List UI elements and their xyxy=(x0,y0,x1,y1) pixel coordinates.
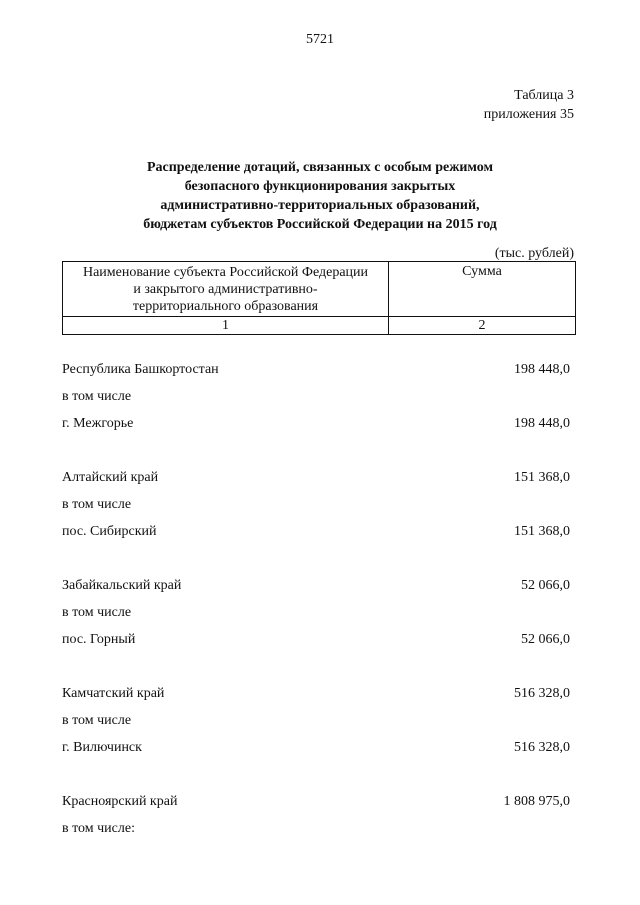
region-group xyxy=(62,576,570,684)
including-row xyxy=(62,711,570,738)
title-line: Распределение дотаций, связанных с особым режимом xyxy=(146,160,494,175)
header-name-line: и закрытого административно- xyxy=(133,282,318,297)
including-label: в том числе xyxy=(62,605,132,620)
region-row xyxy=(62,684,570,711)
including-label: в том числе xyxy=(62,497,132,512)
region-row xyxy=(62,792,570,819)
region-name: Республика Башкортостан xyxy=(62,362,219,377)
city-row xyxy=(62,738,570,765)
city-row xyxy=(62,630,570,657)
region-name: Камчатский край xyxy=(62,686,165,701)
title-line: административно-территориальных образований, xyxy=(160,198,480,213)
column-number-2: 2 xyxy=(389,317,576,335)
region-name: Алтайский край xyxy=(62,470,159,485)
city-name: пос. Горный xyxy=(62,632,136,647)
table-body xyxy=(62,360,570,900)
region-amount: 516 328,0 xyxy=(514,686,570,701)
including-label: в том числе: xyxy=(62,821,135,836)
header-name-line: Наименование субъекта Российской Федерации xyxy=(82,265,369,280)
city-amount: 52 066,0 xyxy=(521,632,570,647)
column-number-row xyxy=(63,317,576,335)
region-amount: 52 066,0 xyxy=(521,578,570,593)
city-name: г. Вилючинск xyxy=(62,740,142,755)
including-row xyxy=(62,819,570,846)
title-line: безопасного функционирования закрытых xyxy=(184,179,456,194)
table-reference xyxy=(484,86,574,124)
including-label: в том числе xyxy=(62,389,132,404)
region-row xyxy=(62,360,570,387)
table-reference-line: приложения 35 xyxy=(483,107,574,122)
including-label: в том числе xyxy=(62,713,132,728)
header-name-line: территориального образования xyxy=(132,299,319,314)
region-amount: 198 448,0 xyxy=(514,362,570,377)
table-reference-line: Таблица 3 xyxy=(514,88,574,103)
city-amount: 516 328,0 xyxy=(514,740,570,755)
column-number-1: 1 xyxy=(63,317,389,335)
region-amount: 1 808 975,0 xyxy=(503,794,570,809)
including-row xyxy=(62,387,570,414)
city-amount: 151 368,0 xyxy=(514,524,570,539)
region-amount: 151 368,0 xyxy=(514,470,570,485)
city-row xyxy=(62,522,570,549)
region-row xyxy=(62,468,570,495)
city-name: пос. Сибирский xyxy=(62,524,157,539)
table-header xyxy=(62,261,576,335)
including-row xyxy=(62,495,570,522)
region-group xyxy=(62,468,570,576)
region-group xyxy=(62,360,570,468)
header-name-cell xyxy=(63,262,389,317)
including-row xyxy=(62,603,570,630)
region-name: Забайкальский край xyxy=(62,578,182,593)
city-row xyxy=(62,414,570,441)
region-group xyxy=(62,792,570,900)
region-group xyxy=(62,684,570,792)
city-name: г. Межгорье xyxy=(62,416,134,431)
header-row xyxy=(63,262,576,317)
units-note: (тыс. рублей) xyxy=(494,246,574,261)
page-number: 5721 xyxy=(306,32,334,47)
title-line: бюджетам субъектов Российской Федерации на 2015 год xyxy=(143,217,497,232)
city-amount: 198 448,0 xyxy=(514,416,570,431)
region-name: Красноярский край xyxy=(62,794,178,809)
region-row xyxy=(62,576,570,603)
header-sum-cell: Сумма xyxy=(389,262,576,317)
document-title xyxy=(0,158,640,234)
